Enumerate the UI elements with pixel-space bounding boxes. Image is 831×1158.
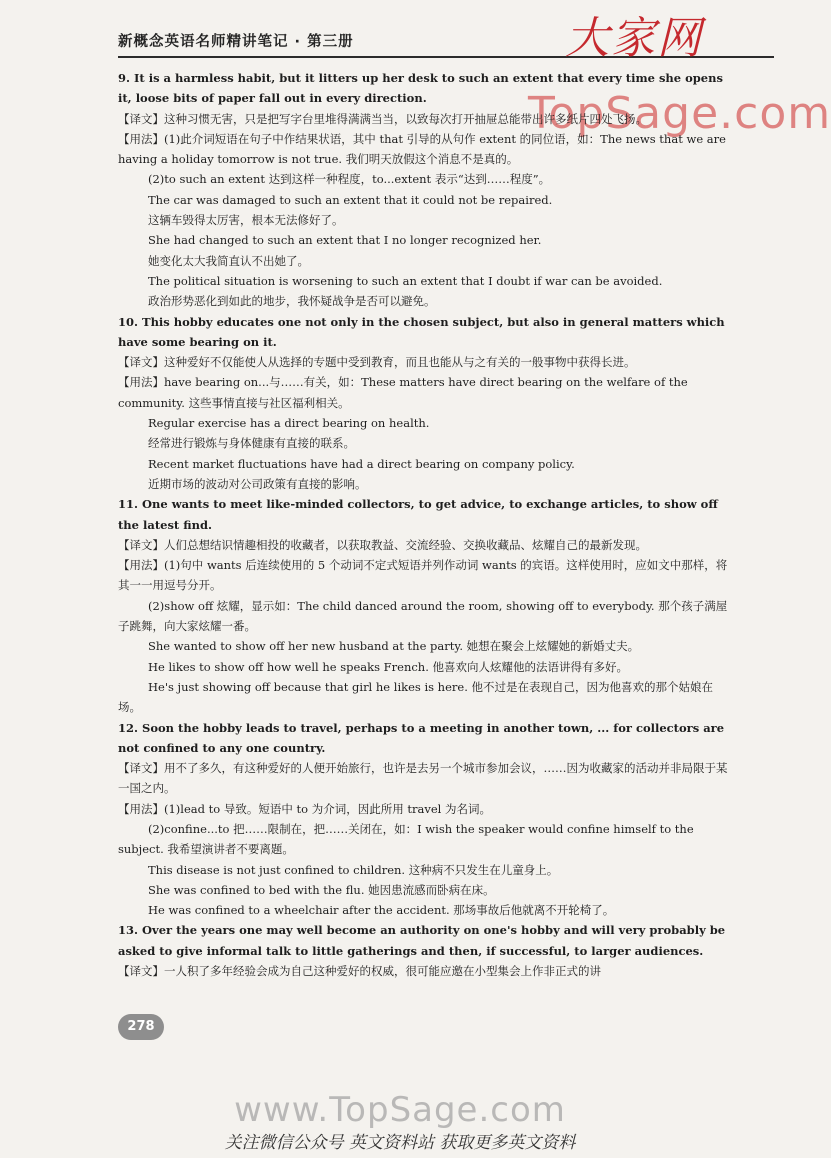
paragraph: Recent market fluctuations have had a direct bearing on company policy. bbox=[148, 456, 575, 471]
paragraph: 近期市场的波动对公司政策有直接的影响。 bbox=[148, 476, 367, 491]
paragraph: She wanted to show off her new husband at the party. 她想在聚会上炫耀她的新婚丈夫。 bbox=[148, 639, 640, 654]
paragraph: She had changed to such an extent that I no longer recognized her. bbox=[148, 233, 542, 248]
paragraph: (2)show off 炫耀，显示如：The child danced around the room, showing off to everybody. 那个孩子满屋子跳舞，向大家炫耀一番。 bbox=[118, 598, 728, 634]
paragraph: 11. One wants to meet like-minded collectors, to get advice, to exchange articles, to show off the latest find. bbox=[118, 497, 718, 532]
watermark-url: www.TopSage.com bbox=[234, 1090, 566, 1130]
paragraph: 9. It is a harmless habit, but it litters up her desk to such an extent that every time she opens it, loose bits of paper fall out in every direction. bbox=[118, 71, 723, 106]
watermark-logo-cn: 大家网 bbox=[565, 13, 703, 64]
paragraph: 【译文】人们总想结识情趣相投的收藏者，以获取教益、交流经验、交换收藏品、炫耀自己的最新发现。 bbox=[118, 537, 647, 552]
paragraph: 12. Soon the hobby leads to travel, perhaps to a meeting in another town, ... for collectors are not confined to any one country. bbox=[118, 720, 725, 755]
paragraph: 【用法】have bearing on...与……有关，如：These matters have direct bearing on the welfare of the community. 这些事情直接与社区福利相关。 bbox=[118, 375, 688, 410]
page-number: 278 bbox=[118, 1014, 164, 1040]
footer-note: 关注微信公众号 英文资料站 获取更多英文资料 bbox=[224, 1133, 576, 1153]
paragraph: 【用法】(1)lead to 导致。短语中 to 为介词，因此所用 travel 为名词。 bbox=[118, 801, 491, 816]
paragraph: (2)confine...to 把……限制在，把……关闭在，如：I wish the speaker would confine himself to the subject. 我希望演讲者不要离题。 bbox=[118, 821, 694, 857]
paragraph: 【用法】(1)句中 wants 后连续使用的 5 个动词不定式短语并列作动词 wants 的宾语。这样使用时，应如文中那样，将其一一用逗号分开。 bbox=[118, 558, 728, 593]
header-title: 新概念英语名师精讲笔记 · 第三册 bbox=[118, 34, 354, 50]
paragraph: 【译文】这种爱好不仅能使人从选择的专题中受到教育，而且也能从与之有关的一般事物中获得长进。 bbox=[118, 355, 636, 370]
paragraph: This disease is not just confined to children. 这种病不只发生在儿童身上。 bbox=[148, 862, 559, 877]
paragraph: 【译文】这种习惯无害，只是把写字台里堆得满满当当，以致每次打开抽屉总能带出许多纸片四处飞扬。 bbox=[118, 111, 647, 126]
paragraph: 10. This hobby educates one not only in the chosen subject, but also in general matters which have some bearing on it. bbox=[118, 314, 725, 349]
paragraph: 这辆车毁得太厉害，根本无法修好了。 bbox=[148, 213, 344, 228]
paragraph: 经常进行锻炼与身体健康有直接的联系。 bbox=[148, 436, 355, 451]
paragraph: The political situation is worsening to such an extent that I doubt if war can be avoided. bbox=[148, 273, 663, 288]
paragraph: (2)to such an extent 达到这样一种程度，to...extent 表示“达到……程度”。 bbox=[148, 172, 551, 187]
paragraph: 她变化太大我简直认不出她了。 bbox=[148, 253, 309, 268]
paragraph: He was confined to a wheelchair after the accident. 那场事故后他就离不开轮椅了。 bbox=[148, 903, 615, 918]
paragraph: 【译文】用不了多久，有这种爱好的人便开始旅行，也许是去另一个城市参加会议，……因为收藏家的活动并非局限于某一国之内。 bbox=[118, 761, 728, 796]
paragraph: 政治形势恶化到如此的地步，我怀疑战争是否可以避免。 bbox=[148, 294, 436, 309]
paragraph: 13. Over the years one may well become an authority on one's hobby and will very probably be asked to give informal talk to little gatherings and then, if successful, to larger audiences. bbox=[118, 923, 726, 958]
paragraph: He's just showing off because that girl he likes is here. 他不过是在表现自己，因为他喜欢的那个姑娘在场。 bbox=[118, 679, 714, 715]
paragraph: Regular exercise has a direct bearing on health. bbox=[148, 416, 430, 431]
watermark-logo-en: TopSage.com bbox=[528, 88, 831, 139]
paragraph: 【用法】(1)此介词短语在句子中作结果状语，其中 that 引导的从句作 extent 的同位语，如：The news that we are having a holiday tomorrow is not true. 我们明天放假这个消息不是真的。 bbox=[118, 131, 726, 167]
paragraph: 【译文】一人积了多年经验会成为自己这种爱好的权威，很可能应邀在小型集会上作非正式的讲 bbox=[118, 964, 601, 979]
paragraph: He likes to show off how well he speaks French. 他喜欢向人炫耀他的法语讲得有多好。 bbox=[148, 659, 629, 674]
paragraph: The car was damaged to such an extent that it could not be repaired. bbox=[148, 192, 553, 207]
page-content bbox=[118, 68, 728, 981]
paragraph: She was confined to bed with the flu. 她因患流感而卧病在床。 bbox=[148, 882, 495, 897]
